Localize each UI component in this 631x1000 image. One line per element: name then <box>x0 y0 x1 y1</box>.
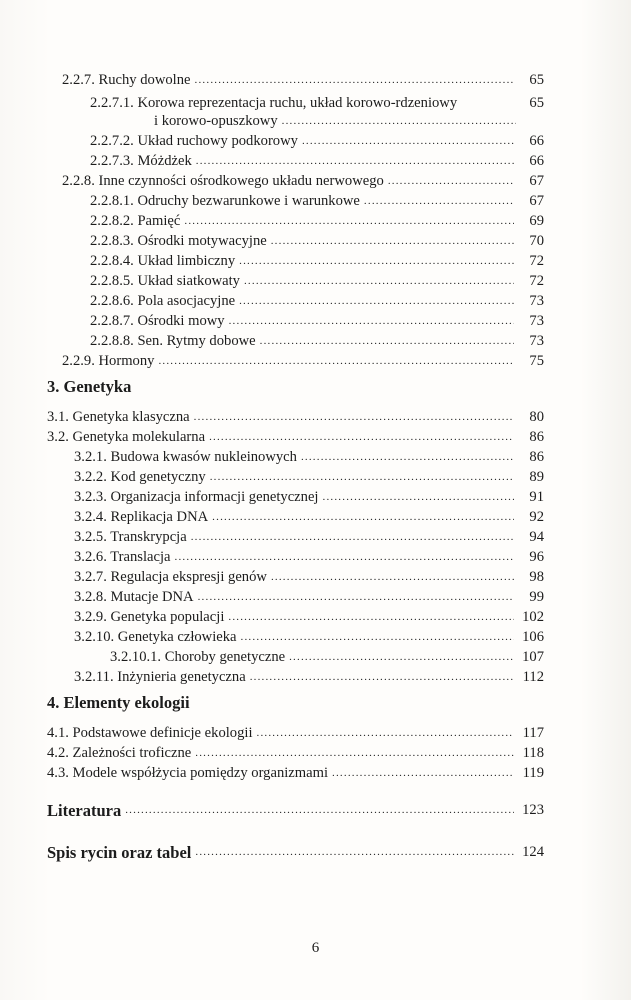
toc-leader-dots <box>196 155 514 168</box>
toc-entry-title: 4.2. Zależności troficzne <box>47 745 192 761</box>
toc-leader-dots <box>241 631 514 644</box>
section-heading: 4. Elementy ekologii <box>47 693 190 712</box>
toc-entry <box>90 270 544 290</box>
toc-leader-dots <box>228 611 514 624</box>
toc-entry-page: 66 <box>529 133 544 149</box>
toc-entry-title: 3.2.4. Replikacja DNA <box>74 509 209 525</box>
toc-leader-dots <box>209 431 514 444</box>
toc-entry-page: 94 <box>529 529 544 545</box>
toc-entry-page: 106 <box>522 629 544 645</box>
toc-leader-dots <box>388 175 514 188</box>
toc-entry-title: 2.2.7. Ruchy dowolne <box>62 72 191 88</box>
toc-leader-dots <box>364 195 514 208</box>
toc-leader-dots <box>239 255 514 268</box>
toc-entry <box>90 230 544 250</box>
toc-leader-dots <box>250 671 514 684</box>
toc-entry-page: 75 <box>529 353 544 369</box>
toc-entry <box>90 150 544 170</box>
toc-entry <box>110 646 544 666</box>
toc-leader-dots <box>229 315 514 328</box>
toc-leader-dots <box>323 491 515 504</box>
toc-entry-page: 89 <box>529 469 544 485</box>
toc-entry-title: 3.2.10.1. Choroby genetyczne <box>110 649 286 665</box>
toc-entry-title: 2.2.8.3. Ośrodki motywacyjne <box>90 233 267 249</box>
toc-entry-title: 3.2.8. Mutacje DNA <box>74 589 194 605</box>
toc-entry-page: 73 <box>529 313 544 329</box>
toc-entry-bold <box>47 839 544 861</box>
toc-entry <box>47 426 544 446</box>
toc-entry <box>74 626 544 646</box>
toc-leader-dots <box>289 651 514 664</box>
toc-entry-title: 2.2.8.7. Ośrodki mowy <box>90 313 225 329</box>
toc-entry <box>74 666 544 686</box>
toc-entry-title: 2.2.7.2. Układ ruchowy podkorowy <box>90 133 298 149</box>
toc-entry-title: i korowo-opuszkowy <box>154 113 278 129</box>
toc-entry-title: 3.2.6. Translacja <box>74 549 171 565</box>
toc-entry-page: 67 <box>529 193 544 209</box>
toc-entry-page: 65 <box>529 95 544 111</box>
toc-entry-title: 3.2.7. Regulacja ekspresji genów <box>74 569 267 585</box>
toc-entry <box>90 310 544 330</box>
toc-entry <box>74 486 544 506</box>
toc-entry-page: 124 <box>522 844 544 860</box>
toc-entry-title: 3.2.5. Transkrypcja <box>74 529 187 545</box>
toc-entry <box>62 69 544 89</box>
toc-entry-title: 2.2.7.1. Korowa reprezentacja ruchu, układ korowo-rdzeniowy <box>90 95 458 111</box>
toc-entry-page: 107 <box>522 649 544 665</box>
toc-entry-page: 123 <box>522 802 544 818</box>
toc-entry-title: 4.3. Modele współżycia pomiędzy organizmami <box>47 765 329 781</box>
toc-leader-dots <box>191 531 514 544</box>
toc-entry <box>74 606 544 626</box>
toc-entry-page: 69 <box>529 213 544 229</box>
toc-entry-bold <box>47 797 544 819</box>
toc-leader-dots <box>194 411 514 424</box>
toc-entry-page: 73 <box>529 293 544 309</box>
toc-leader-dots <box>198 591 514 604</box>
toc-entry <box>74 466 544 486</box>
toc-leader-dots <box>302 135 514 148</box>
toc-entry-page: 72 <box>529 253 544 269</box>
toc-leader-dots <box>195 846 514 859</box>
toc-leader-dots <box>195 747 514 760</box>
toc-leader-dots <box>260 335 514 348</box>
toc-entry-title: 3.2. Genetyka molekularna <box>47 429 206 445</box>
toc-entry-title: 3.2.2. Kod genetyczny <box>74 469 206 485</box>
toc-entry-page: 96 <box>529 549 544 565</box>
toc-entry-title: 2.2.7.3. Móżdżek <box>90 153 192 169</box>
toc-entry <box>90 190 544 210</box>
toc-entry-page: 80 <box>529 409 544 425</box>
page-number: 6 <box>311 940 320 956</box>
toc-entry-title: 3.2.1. Budowa kwasów nukleinowych <box>74 449 297 465</box>
toc-leader-dots <box>282 115 516 128</box>
toc-entry <box>74 446 544 466</box>
toc-entry-title: 2.2.8.8. Sen. Rytmy dobowe <box>90 333 256 349</box>
toc-entry-title: 2.2.8.5. Układ siatkowaty <box>90 273 240 289</box>
toc-entry <box>47 406 544 426</box>
toc-entry-page: 92 <box>529 509 544 525</box>
toc-entry <box>90 92 544 112</box>
toc-entry-title: 2.2.8.4. Układ limbiczny <box>90 253 236 269</box>
toc-entry-title: 3.2.3. Organizacja informacji genetycznej <box>74 489 319 505</box>
toc-entry-title: 2.2.8.6. Pola asocjacyjne <box>90 293 236 309</box>
toc-leader-dots <box>195 74 514 87</box>
toc-leader-dots <box>301 451 514 464</box>
toc-entry <box>90 210 544 230</box>
toc-entry-page: 117 <box>522 725 544 741</box>
toc-entry-page: 118 <box>522 745 544 761</box>
toc-entry-title: 3.2.10. Genetyka człowieka <box>74 629 237 645</box>
toc-entry-page: 112 <box>522 669 544 685</box>
toc-leader-dots <box>212 511 514 524</box>
toc-entry-page: 98 <box>529 569 544 585</box>
toc-entry-page: 72 <box>529 273 544 289</box>
toc-entry-title: 4.1. Podstawowe definicje ekologii <box>47 725 253 741</box>
toc-entry <box>90 250 544 270</box>
toc-entry <box>74 566 544 586</box>
toc-entry <box>90 130 544 150</box>
toc-entry <box>74 526 544 546</box>
toc-entry-title: 2.2.9. Hormony <box>62 353 155 369</box>
toc-leader-dots <box>332 767 514 780</box>
toc-entry-page: 67 <box>529 173 544 189</box>
toc-entry-page: 73 <box>529 333 544 349</box>
toc-entry-title: 3.2.11. Inżynieria genetyczna <box>74 669 246 685</box>
toc-entry-title: 3.2.9. Genetyka populacji <box>74 609 225 625</box>
toc-entry-page: 119 <box>522 765 544 781</box>
toc-entry <box>47 762 544 782</box>
toc-entry <box>74 546 544 566</box>
toc-entry-title: 2.2.8.2. Pamięć <box>90 213 181 229</box>
toc-entry <box>62 170 544 190</box>
toc-entry <box>74 506 544 526</box>
toc-entry-page: 70 <box>529 233 544 249</box>
toc-leader-dots <box>210 471 514 484</box>
toc-leader-dots <box>184 215 514 228</box>
toc-entry-title: 2.2.8.1. Odruchy bezwarunkowe i warunkowe <box>90 193 360 209</box>
toc-leader-dots <box>239 295 514 308</box>
toc-entry-page: 65 <box>529 72 544 88</box>
toc-entry <box>90 290 544 310</box>
toc-leader-dots <box>175 551 515 564</box>
toc-entry-title: Literatura <box>47 801 122 820</box>
toc-entry-title: Spis rycin oraz tabel <box>47 843 192 862</box>
toc-entry-page: 66 <box>529 153 544 169</box>
toc-entry <box>74 586 544 606</box>
toc-entry-page: 86 <box>529 449 544 465</box>
toc-leader-dots <box>271 235 514 248</box>
toc-entry-page: 91 <box>529 489 544 505</box>
toc-entry <box>62 350 544 370</box>
toc-leader-dots <box>244 275 514 288</box>
toc-entry-page: 102 <box>522 609 544 625</box>
toc-leader-dots <box>125 804 514 817</box>
toc-entry-title: 3.1. Genetyka klasyczna <box>47 409 190 425</box>
toc-entry-title: 2.2.8. Inne czynności ośrodkowego układu nerwowego <box>62 173 384 189</box>
toc-entry <box>90 330 544 350</box>
toc-leader-dots <box>158 355 514 368</box>
toc-leader-dots <box>257 727 515 740</box>
toc-entry <box>47 742 544 762</box>
section-heading: 3. Genetyka <box>47 377 132 396</box>
toc-leader-dots <box>271 571 514 584</box>
toc-entry-continuation <box>154 110 516 130</box>
toc-entry-page: 99 <box>529 589 544 605</box>
toc-entry-page: 86 <box>529 429 544 445</box>
toc-entry <box>47 722 544 742</box>
